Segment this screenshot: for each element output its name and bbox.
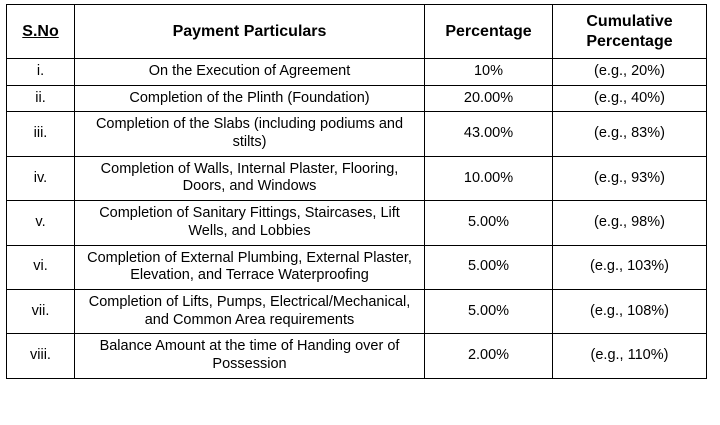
column-header-percentage: Percentage — [425, 5, 553, 59]
cell-particulars: Completion of Walls, Internal Plaster, Flooring, Doors, and Windows — [75, 156, 425, 200]
table-row — [7, 112, 707, 156]
table-row — [7, 85, 707, 112]
cell-percentage: 10% — [425, 59, 553, 86]
table-row — [7, 59, 707, 86]
cell-percentage: 20.00% — [425, 85, 553, 112]
cell-particulars: Balance Amount at the time of Handing over of Possession — [75, 334, 425, 378]
cell-percentage: 43.00% — [425, 112, 553, 156]
cell-particulars: On the Execution of Agreement — [75, 59, 425, 86]
table-header-row — [7, 5, 707, 59]
cell-percentage: 5.00% — [425, 289, 553, 333]
table-row — [7, 201, 707, 245]
cell-particulars: Completion of the Plinth (Foundation) — [75, 85, 425, 112]
cell-cumulative: (e.g., 98%) — [553, 201, 707, 245]
cell-particulars: Completion of Lifts, Pumps, Electrical/Mechanical, and Common Area requirements — [75, 289, 425, 333]
cell-cumulative: (e.g., 83%) — [553, 112, 707, 156]
cell-cumulative: (e.g., 110%) — [553, 334, 707, 378]
cell-cumulative: (e.g., 103%) — [553, 245, 707, 289]
cell-percentage: 5.00% — [425, 245, 553, 289]
column-header-particulars: Payment Particulars — [75, 5, 425, 59]
cell-sno: ii. — [7, 85, 75, 112]
cell-percentage: 10.00% — [425, 156, 553, 200]
column-header-cumulative: Cumulative Percentage — [553, 5, 707, 59]
cell-percentage: 5.00% — [425, 201, 553, 245]
cell-sno: vi. — [7, 245, 75, 289]
table-body — [7, 59, 707, 379]
table-row — [7, 289, 707, 333]
cell-particulars: Completion of External Plumbing, External Plaster, Elevation, and Terrace Waterproofing — [75, 245, 425, 289]
table-row — [7, 245, 707, 289]
cell-sno: iii. — [7, 112, 75, 156]
cell-percentage: 2.00% — [425, 334, 553, 378]
cell-sno: i. — [7, 59, 75, 86]
payment-schedule-table — [6, 4, 707, 379]
cell-sno: viii. — [7, 334, 75, 378]
table-header — [7, 5, 707, 59]
document-page — [0, 4, 720, 425]
cell-cumulative: (e.g., 108%) — [553, 289, 707, 333]
column-header-sno: S.No — [7, 5, 75, 59]
table-row — [7, 156, 707, 200]
cell-cumulative: (e.g., 40%) — [553, 85, 707, 112]
cell-sno: iv. — [7, 156, 75, 200]
cell-cumulative: (e.g., 93%) — [553, 156, 707, 200]
cell-sno: v. — [7, 201, 75, 245]
cell-cumulative: (e.g., 20%) — [553, 59, 707, 86]
table-row — [7, 334, 707, 378]
cell-particulars: Completion of Sanitary Fittings, Staircases, Lift Wells, and Lobbies — [75, 201, 425, 245]
cell-particulars: Completion of the Slabs (including podiums and stilts) — [75, 112, 425, 156]
cell-sno: vii. — [7, 289, 75, 333]
